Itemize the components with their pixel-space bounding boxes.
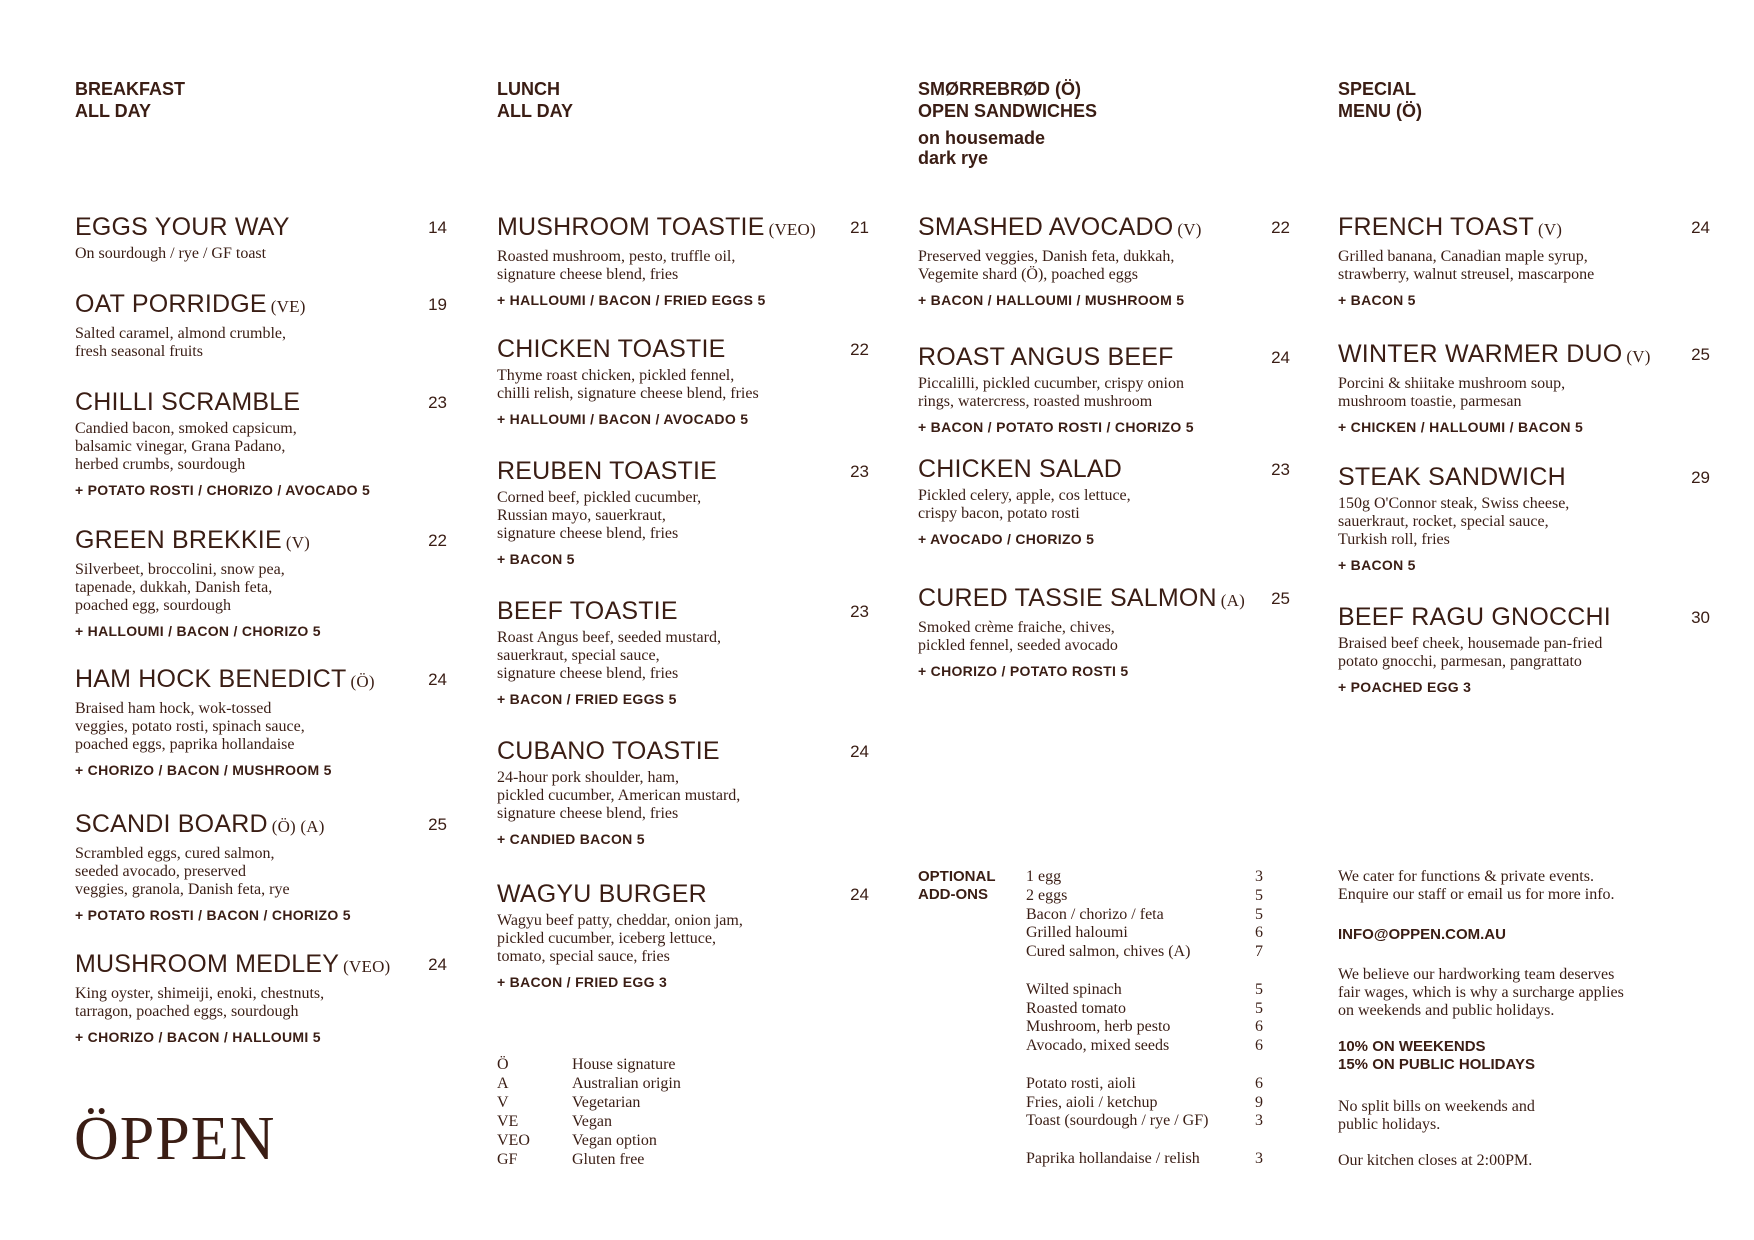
item-name: OAT PORRIDGE <box>75 290 267 318</box>
item-title <box>497 335 869 363</box>
item-addons: + CANDIED BACON 5 <box>497 831 645 847</box>
addon-price: 5 <box>1255 886 1263 904</box>
item-name: EGGS YOUR WAY <box>75 213 290 241</box>
addon-row <box>1026 906 1263 925</box>
menu-item <box>1338 463 1710 573</box>
item-name: FRENCH TOAST <box>1338 213 1534 241</box>
item-addons: + HALLOUMI / BACON / AVOCADO 5 <box>497 411 749 427</box>
item-description: Roast Angus beef, seeded mustard, sauerkraut, special sauce, signature cheese blend, fries <box>497 629 721 682</box>
item-title <box>1338 213 1710 244</box>
legend-meaning: House signature <box>572 1056 676 1073</box>
addon-name: 2 eggs <box>1026 886 1068 904</box>
item-name: WINTER WARMER DUO <box>1338 340 1623 368</box>
menu-item <box>1338 213 1710 308</box>
addon-price: 6 <box>1255 924 1263 942</box>
addon-price: 3 <box>1255 1149 1263 1167</box>
item-addons: + CHICKEN / HALLOUMI / BACON 5 <box>1338 419 1584 435</box>
item-addons: + CHORIZO / POTATO ROSTI 5 <box>918 663 1129 679</box>
item-description: Smoked crème fraiche, chives, pickled fennel, seeded avocado <box>918 619 1118 654</box>
item-description: On sourdough / rye / GF toast <box>75 245 267 262</box>
item-price: 23 <box>428 393 447 412</box>
item-description: Piccalilli, pickled cucumber, crispy onion rings, watercress, roasted mushroom <box>918 375 1184 410</box>
contact-email[interactable]: INFO@OPPEN.COM.AU <box>1338 926 1506 943</box>
addon-name: Paprika hollandaise / relish <box>1026 1149 1200 1167</box>
addon-price: 7 <box>1255 943 1263 961</box>
item-addons: + BACON 5 <box>1338 292 1416 308</box>
item-addons: + HALLOUMI / BACON / FRIED EGGS 5 <box>497 292 766 308</box>
surcharge-note: 10% ON WEEKENDS 15% ON PUBLIC HOLIDAYS <box>1338 1038 1535 1073</box>
addons-label: OPTIONAL ADD-ONS <box>918 868 996 903</box>
menu-item <box>497 737 869 847</box>
legend-row <box>497 1093 681 1112</box>
item-addons: + BACON / HALLOUMI / MUSHROOM 5 <box>918 292 1185 308</box>
addon-row <box>1026 1112 1263 1131</box>
item-name: BEEF RAGU GNOCCHI <box>1338 603 1611 631</box>
item-title <box>497 457 869 485</box>
legend-meaning: Vegetarian <box>572 1094 641 1111</box>
item-title <box>75 290 447 321</box>
menu-item <box>497 597 869 707</box>
item-description: Braised ham hock, wok-tossed veggies, potato rosti, spinach sauce, poached eggs, paprika hollandaise <box>75 700 305 753</box>
item-description: Roasted mushroom, pesto, truffle oil, signature cheese blend, fries <box>497 248 736 283</box>
item-title <box>1338 603 1710 631</box>
legend-code: Ö <box>497 1056 509 1073</box>
item-addons: + BACON / FRIED EGGS 5 <box>497 691 677 707</box>
item-title <box>918 213 1290 244</box>
addon-price: 5 <box>1255 999 1263 1017</box>
dietary-tag: (V) <box>285 533 311 552</box>
item-price: 22 <box>428 531 447 550</box>
item-title <box>497 597 869 625</box>
legend-row <box>497 1150 681 1169</box>
item-title <box>75 665 447 696</box>
menu-item <box>75 526 447 639</box>
dietary-tag: (Ö) <box>350 672 375 691</box>
item-name: MUSHROOM TOASTIE <box>497 213 765 241</box>
legend-code: VE <box>497 1113 519 1130</box>
item-addons: + CHORIZO / BACON / HALLOUMI 5 <box>75 1029 321 1045</box>
legend-row <box>497 1074 681 1093</box>
item-name: CHILLI SCRAMBLE <box>75 388 301 416</box>
item-addons: + BACON 5 <box>1338 557 1416 573</box>
item-price: 29 <box>1691 468 1710 487</box>
addon-name: Potato rosti, aioli <box>1026 1074 1136 1092</box>
item-name: CHICKEN SALAD <box>918 455 1123 483</box>
legend-code: V <box>497 1094 509 1111</box>
addon-name: Mushroom, herb pesto <box>1026 1018 1171 1036</box>
smorrebrod-subheading: on housemade dark rye <box>918 128 1046 168</box>
breakfast-heading: BREAKFAST ALL DAY <box>75 79 186 121</box>
addon-price: 6 <box>1255 1037 1263 1055</box>
legend-meaning: Vegan option <box>572 1132 657 1149</box>
item-name: WAGYU BURGER <box>497 880 707 908</box>
item-title <box>1338 463 1710 491</box>
menu-item <box>918 343 1290 435</box>
item-description: Grilled banana, Canadian maple syrup, strawberry, walnut streusel, mascarpone <box>1338 248 1595 283</box>
oppen-logo: ÖPPEN <box>74 1105 276 1173</box>
legend-meaning: Australian origin <box>572 1075 681 1092</box>
addon-name: Grilled haloumi <box>1026 924 1128 942</box>
legend-meaning: Gluten free <box>572 1151 645 1168</box>
menu-item <box>918 455 1290 547</box>
addon-row <box>1026 943 1263 962</box>
menu-item <box>497 880 869 990</box>
addon-price: 5 <box>1255 980 1263 998</box>
kitchen-hours-note: Our kitchen closes at 2:00PM. <box>1338 1152 1533 1169</box>
menu-item <box>75 950 447 1045</box>
legend-row <box>497 1055 681 1074</box>
item-description: Porcini & shiitake mushroom soup, mushroom toastie, parmesan <box>1338 375 1566 410</box>
addon-name: 1 egg <box>1026 868 1062 885</box>
item-price: 24 <box>428 670 447 689</box>
item-description: Braised beef cheek, housemade pan-fried potato gnocchi, parmesan, pangrattato <box>1338 635 1603 670</box>
addons-gap <box>1026 962 1263 981</box>
wages-note: We believe our hardworking team deserves fair wages, which is why a surcharge applies on weekends and public holidays. <box>1338 966 1624 1019</box>
item-description: Silverbeet, broccolini, snow pea, tapenade, dukkah, Danish feta, poached egg, sourdough <box>75 561 285 614</box>
menu-item <box>918 213 1290 308</box>
item-price: 24 <box>428 955 447 974</box>
item-title <box>918 455 1290 483</box>
item-price: 22 <box>850 340 869 359</box>
functions-note: We cater for functions & private events. Enquire our staff or email us for more info. <box>1338 868 1615 903</box>
addon-price: 3 <box>1255 1112 1263 1130</box>
item-description: Corned beef, pickled cucumber, Russian mayo, sauerkraut, signature cheese blend, fries <box>497 489 702 542</box>
item-name: CURED TASSIE SALMON <box>918 584 1217 612</box>
item-name: REUBEN TOASTIE <box>497 457 717 485</box>
menu-item <box>75 810 447 923</box>
addon-row <box>1026 1037 1263 1056</box>
item-price: 23 <box>1271 460 1290 479</box>
split-bills-note: No split bills on weekends and public holidays. <box>1338 1098 1535 1133</box>
dietary-tag: (A) <box>1220 591 1245 610</box>
item-price: 25 <box>1271 589 1290 608</box>
addon-name: Cured salmon, chives (A) <box>1026 943 1191 961</box>
legend-row <box>497 1112 681 1131</box>
item-name: CHICKEN TOASTIE <box>497 335 726 363</box>
dietary-tag: (VE) <box>270 297 306 316</box>
menu-item <box>1338 340 1710 435</box>
menu-item <box>918 584 1290 679</box>
item-description: King oyster, shimeiji, enoki, chestnuts, tarragon, poached eggs, sourdough <box>75 985 325 1020</box>
menu-item <box>497 335 869 427</box>
item-description: Wagyu beef patty, cheddar, onion jam, pickled cucumber, iceberg lettuce, tomato, special sauce, fries <box>497 912 743 965</box>
addon-price: 6 <box>1255 1074 1263 1092</box>
lunch-heading: LUNCH ALL DAY <box>497 79 574 121</box>
dietary-tag: (VEO) <box>768 220 816 239</box>
addon-name: Bacon / chorizo / feta <box>1026 905 1164 923</box>
item-title <box>918 584 1290 615</box>
smorrebrod-heading: SMØRREBRØD (Ö) OPEN SANDWICHES <box>918 79 1098 121</box>
item-price: 24 <box>1271 348 1290 367</box>
addon-price: 6 <box>1255 1018 1263 1036</box>
item-title <box>75 388 447 416</box>
item-price: 24 <box>850 742 869 761</box>
item-name: HAM HOCK BENEDICT <box>75 665 347 693</box>
menu-item <box>75 388 447 498</box>
addon-name: Fries, aioli / ketchup <box>1026 1093 1158 1111</box>
addons-gap <box>1026 1056 1263 1075</box>
legend-meaning: Vegan <box>572 1113 612 1130</box>
item-name: SMASHED AVOCADO <box>918 213 1174 241</box>
addon-price: 5 <box>1255 905 1263 923</box>
addon-name: Toast (sourdough / rye / GF) <box>1026 1112 1209 1130</box>
item-addons: + POTATO ROSTI / CHORIZO / AVOCADO 5 <box>75 482 371 498</box>
item-addons: + BACON 5 <box>497 551 575 567</box>
special-heading: SPECIAL MENU (Ö) <box>1338 79 1422 121</box>
item-addons: + HALLOUMI / BACON / CHORIZO 5 <box>75 623 321 639</box>
item-title <box>497 213 869 244</box>
item-name: BEEF TOASTIE <box>497 597 678 625</box>
addon-name: Roasted tomato <box>1026 999 1126 1017</box>
item-description: Pickled celery, apple, cos lettuce, crispy bacon, potato rosti <box>918 487 1131 522</box>
item-description: Candied bacon, smoked capsicum, balsamic vinegar, Grana Padano, herbed crumbs, sourdough <box>75 420 297 473</box>
dietary-tag: (V) <box>1537 220 1563 239</box>
addon-row <box>1026 1094 1263 1113</box>
dietary-tag: (Ö) (A) <box>271 817 325 836</box>
item-title <box>75 213 447 241</box>
item-price: 22 <box>1271 218 1290 237</box>
item-description: 150g O'Connor steak, Swiss cheese, sauerkraut, rocket, special sauce, Turkish roll, fries <box>1338 495 1570 548</box>
item-price: 19 <box>428 295 447 314</box>
addon-price: 3 <box>1255 868 1263 885</box>
addon-row <box>1026 1075 1263 1094</box>
item-title <box>497 737 869 765</box>
legend-code: GF <box>497 1151 518 1168</box>
item-title <box>75 810 447 841</box>
item-name: ROAST ANGUS BEEF <box>918 343 1174 371</box>
item-name: GREEN BREKKIE <box>75 526 282 554</box>
item-price: 21 <box>850 218 869 237</box>
item-title <box>75 950 447 981</box>
legend-code: VEO <box>497 1132 530 1149</box>
item-description: Thyme roast chicken, pickled fennel, chilli relish, signature cheese blend, fries <box>497 367 759 402</box>
item-price: 24 <box>1691 218 1710 237</box>
addon-row <box>1026 887 1263 906</box>
item-description: 24-hour pork shoulder, ham, pickled cucumber, American mustard, signature cheese blend, fries <box>497 769 741 822</box>
dietary-tag: (VEO) <box>343 957 391 976</box>
item-addons: + BACON / FRIED EGG 3 <box>497 974 668 990</box>
addon-row <box>1026 1018 1263 1037</box>
item-price: 25 <box>428 815 447 834</box>
menu-item <box>497 213 869 308</box>
item-addons: + POACHED EGG 3 <box>1338 679 1472 695</box>
item-addons: + AVOCADO / CHORIZO 5 <box>918 531 1095 547</box>
item-name: SCANDI BOARD <box>75 810 268 838</box>
item-name: CUBANO TOASTIE <box>497 737 720 765</box>
item-addons: + CHORIZO / BACON / MUSHROOM 5 <box>75 762 332 778</box>
item-name: MUSHROOM MEDLEY <box>75 950 340 978</box>
addon-row <box>1026 1150 1263 1169</box>
item-title <box>1338 340 1710 371</box>
menu-item <box>75 213 447 263</box>
addon-row <box>1026 1000 1263 1019</box>
item-title <box>918 343 1290 371</box>
item-title <box>497 880 869 908</box>
item-description: Scrambled eggs, cured salmon, seeded avocado, preserved veggies, granola, Danish feta, rye <box>75 845 290 898</box>
addons-list <box>1026 868 1263 1169</box>
item-description: Preserved veggies, Danish feta, dukkah, Vegemite shard (Ö), poached eggs <box>918 248 1175 283</box>
legend-row <box>497 1131 681 1150</box>
addon-row <box>1026 924 1263 943</box>
addons-gap <box>1026 1131 1263 1150</box>
addon-row <box>1026 981 1263 1000</box>
item-description: Salted caramel, almond crumble, fresh seasonal fruits <box>75 325 287 360</box>
menu-item <box>75 665 447 778</box>
addon-price: 9 <box>1255 1093 1263 1111</box>
addon-name: Avocado, mixed seeds <box>1026 1037 1170 1055</box>
item-title <box>75 526 447 557</box>
dietary-tag: (V) <box>1626 347 1651 366</box>
item-addons: + POTATO ROSTI / BACON / CHORIZO 5 <box>75 907 351 923</box>
item-name: STEAK SANDWICH <box>1338 463 1566 491</box>
menu-item <box>497 457 869 567</box>
addon-row <box>1026 868 1263 887</box>
item-price: 24 <box>850 885 869 904</box>
item-price: 25 <box>1691 345 1710 364</box>
item-price: 23 <box>850 462 869 481</box>
menu-item <box>75 290 447 361</box>
item-addons: + BACON / POTATO ROSTI / CHORIZO 5 <box>918 419 1194 435</box>
item-price: 30 <box>1691 608 1710 627</box>
addon-name: Wilted spinach <box>1026 980 1122 998</box>
legend-code: A <box>497 1075 509 1092</box>
dietary-legend <box>497 1055 681 1169</box>
item-price: 23 <box>850 602 869 621</box>
menu-item <box>1338 603 1710 695</box>
item-price: 14 <box>428 218 447 237</box>
dietary-tag: (V) <box>1177 220 1202 239</box>
